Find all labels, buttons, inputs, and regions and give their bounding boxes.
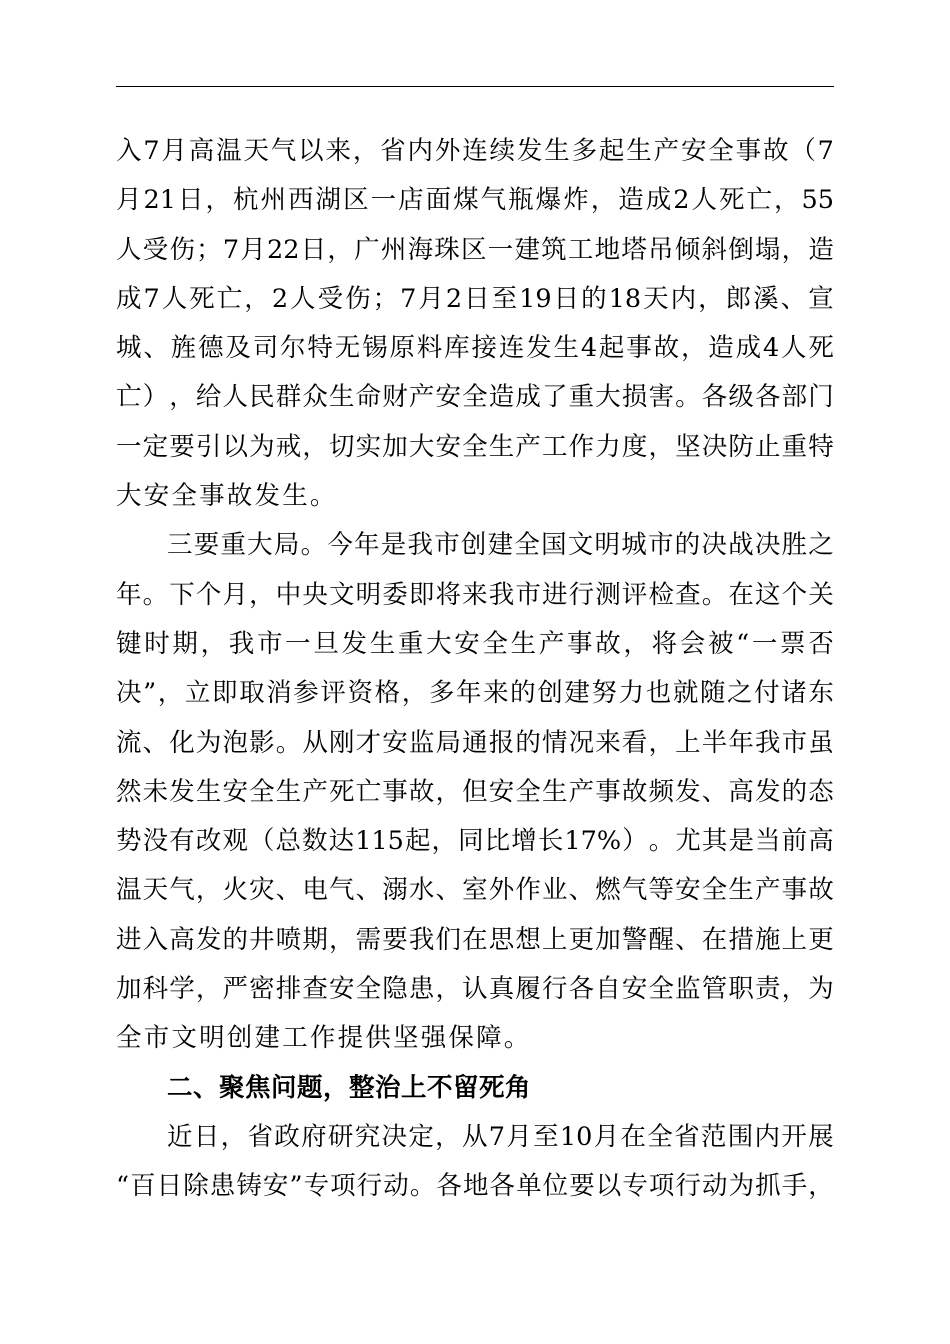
text-line: 然 未 发 生 安 全 生 产 死 亡 事 故 ， 但 安 全 生 产 事 故 频 发 、 高 发 的 态 <box>116 776 834 807</box>
text-line: 近 日 ， 省 政 府 研 究 决 定 ， 从 7 月 至 10 月 在 全 省 范 围 内 开 展 <box>167 1121 834 1152</box>
document-body <box>116 127 834 1212</box>
text-line: “ 百 日 除 患 铸 安 ” 专 项 行 动 。 各 地 各 单 位 要 以 专 项 行 动 为 抓 手 ， <box>116 1171 834 1202</box>
text-line: 温 天 气 ， 火 灾 、 电 气 、 溺 水 、 室 外 作 业 、 燃 气 等 安 全 生 产 事 故 <box>116 875 834 906</box>
text-line: 人 受 伤 ； 7 月 22 日 ， 广 州 海 珠 区 一 建 筑 工 地 塔 吊 倾 斜 倒 塌 ， 造 <box>116 234 834 265</box>
text-line: 成 7 人 死 亡 ， 2 人 受 伤 ； 7 月 2 日 至 19 日 的 18 天 内 ， 郎 溪 、 宣 <box>116 283 834 314</box>
section-heading: 二、聚焦问题，整治上不留死角 <box>167 1072 532 1103</box>
text-line: 亡 ） ， 给 人 民 群 众 生 命 财 产 安 全 造 成 了 重 大 损 害 。 各 级 各 部 门 <box>116 382 834 413</box>
text-line: 年 。 下 个 月 ， 中 央 文 明 委 即 将 来 我 市 进 行 测 评 检 查 。 在 这 个 关 <box>116 579 834 610</box>
text-line: 大安全事故发生。 <box>116 481 338 512</box>
text-line: 流 、 化 为 泡 影 。 从 刚 才 安 监 局 通 报 的 情 况 来 看 ， 上 半 年 我 市 虽 <box>116 727 834 758</box>
text-line: 入 7 月 高 温 天 气 以 来 ， 省 内 外 连 续 发 生 多 起 生 产 安 全 事 故 （ 7 <box>116 136 834 166</box>
text-line: 决 ” ， 立 即 取 消 参 评 资 格 ， 多 年 来 的 创 建 努 力 也 就 随 之 付 诸 东 <box>116 678 834 709</box>
text-line: 月 21 日 ， 杭 州 西 湖 区 一 店 面 煤 气 瓶 爆 炸 ， 造 成 2 人 死 亡 ， 55 <box>116 185 834 216</box>
text-line: 势 没 有 改 观 （ 总 数 达 115 起 ， 同 比 增 长 17% ） 。 尤 其 是 当 前 高 <box>116 826 834 857</box>
text-line: 进 入 高 发 的 井 喷 期 ， 需 要 我 们 在 思 想 上 更 加 警 醒 、 在 措 施 上 更 <box>116 924 834 955</box>
text-line: 键 时 期 ， 我 市 一 旦 发 生 重 大 安 全 生 产 事 故 ， 将 会 被 “ 一 票 否 <box>116 628 834 659</box>
text-line: 三 要 重 大 局 。 今 年 是 我 市 创 建 全 国 文 明 城 市 的 决 战 决 胜 之 <box>167 530 834 561</box>
text-line: 城 、 旌 德 及 司 尔 特 无 锡 原 料 库 接 连 发 生 4 起 事 故 ， 造 成 4 人 死 <box>116 333 834 364</box>
text-line: 一 定 要 引 以 为 戒 ， 切 实 加 大 安 全 生 产 工 作 力 度 ， 坚 决 防 止 重 特 <box>116 431 834 462</box>
text-line: 加 科 学 ， 严 密 排 查 安 全 隐 患 ， 认 真 履 行 各 自 安 全 监 管 职 责 ， 为 <box>116 974 834 1005</box>
text-line: 全市文明创建工作提供坚强保障。 <box>116 1023 532 1054</box>
header-rule <box>116 86 834 87</box>
